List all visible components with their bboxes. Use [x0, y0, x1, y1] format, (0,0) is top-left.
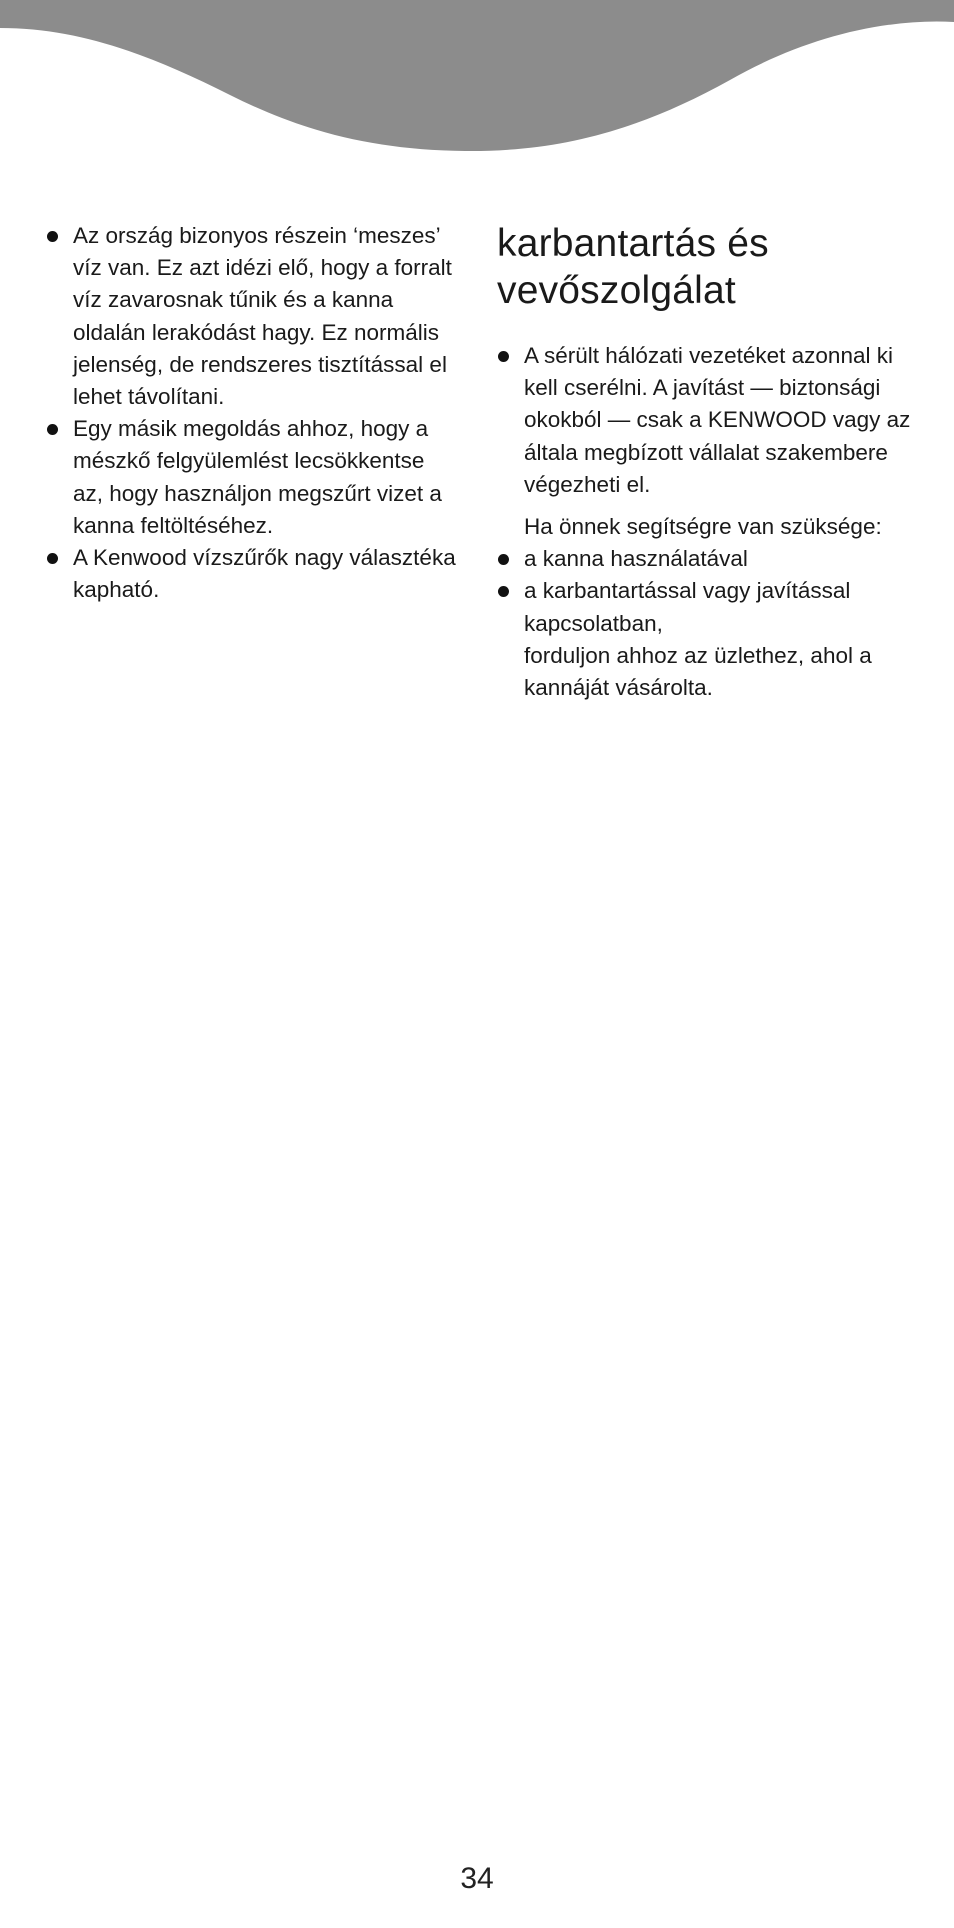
bullet-icon	[47, 553, 58, 564]
list-item	[497, 340, 917, 501]
bullet-icon	[498, 351, 509, 362]
bullet-icon	[498, 554, 509, 565]
list-item-text: a karbantartással vagy javítással kapcsolatban,	[524, 578, 851, 636]
help-bullet-list	[497, 543, 917, 640]
bullet-icon	[47, 231, 58, 242]
left-bullet-list	[46, 220, 456, 606]
section-title-line1: karbantartás és	[497, 222, 769, 265]
list-item	[46, 413, 456, 542]
list-item-text: A Kenwood vízszűrők nagy választéka kapható.	[73, 545, 456, 603]
help-intro-text: Ha önnek segítségre van szüksége:	[524, 514, 882, 540]
list-item	[497, 543, 917, 575]
bullet-icon	[47, 424, 58, 435]
bullet-icon	[498, 586, 509, 597]
list-item-text: Az ország bizonyos részein ‘meszes’ víz van. Ez azt idézi elő, hogy a forralt víz zavarosnak tűnik és a kanna oldalán lerakódást hagy. Ez normális jelenség, de rendszeres tisztítással el lehet távolítani.	[73, 223, 452, 410]
list-item	[46, 542, 456, 606]
section-title	[497, 220, 917, 314]
list-item	[497, 575, 917, 639]
left-column	[46, 220, 456, 606]
list-item-text: a kanna használatával	[524, 546, 748, 572]
header-wave-shape	[0, 0, 954, 151]
list-item-text: A sérült hálózati vezetéket azonnal ki kell cserélni. A javítást — biztonsági okokból — csak a KENWOOD vagy az általa megbízott vállalat szakembere végezheti el.	[524, 343, 911, 497]
list-item-text: Egy másik megoldás ahhoz, hogy a mészkő felgyülemlést lecsökkentse az, hogy használjon megszűrt vizet a kanna feltöltéséhez.	[73, 416, 442, 538]
right-column	[497, 220, 917, 704]
closing-text: forduljon ahhoz az üzlethez, ahol a kannáját vásárolta.	[524, 642, 872, 701]
page-number: 34	[460, 1862, 494, 1895]
header-wave-decoration	[0, 0, 954, 160]
list-item	[46, 220, 456, 413]
section-title-line2: vevőszolgálat	[497, 269, 736, 312]
maintenance-bullet-list	[497, 340, 917, 501]
